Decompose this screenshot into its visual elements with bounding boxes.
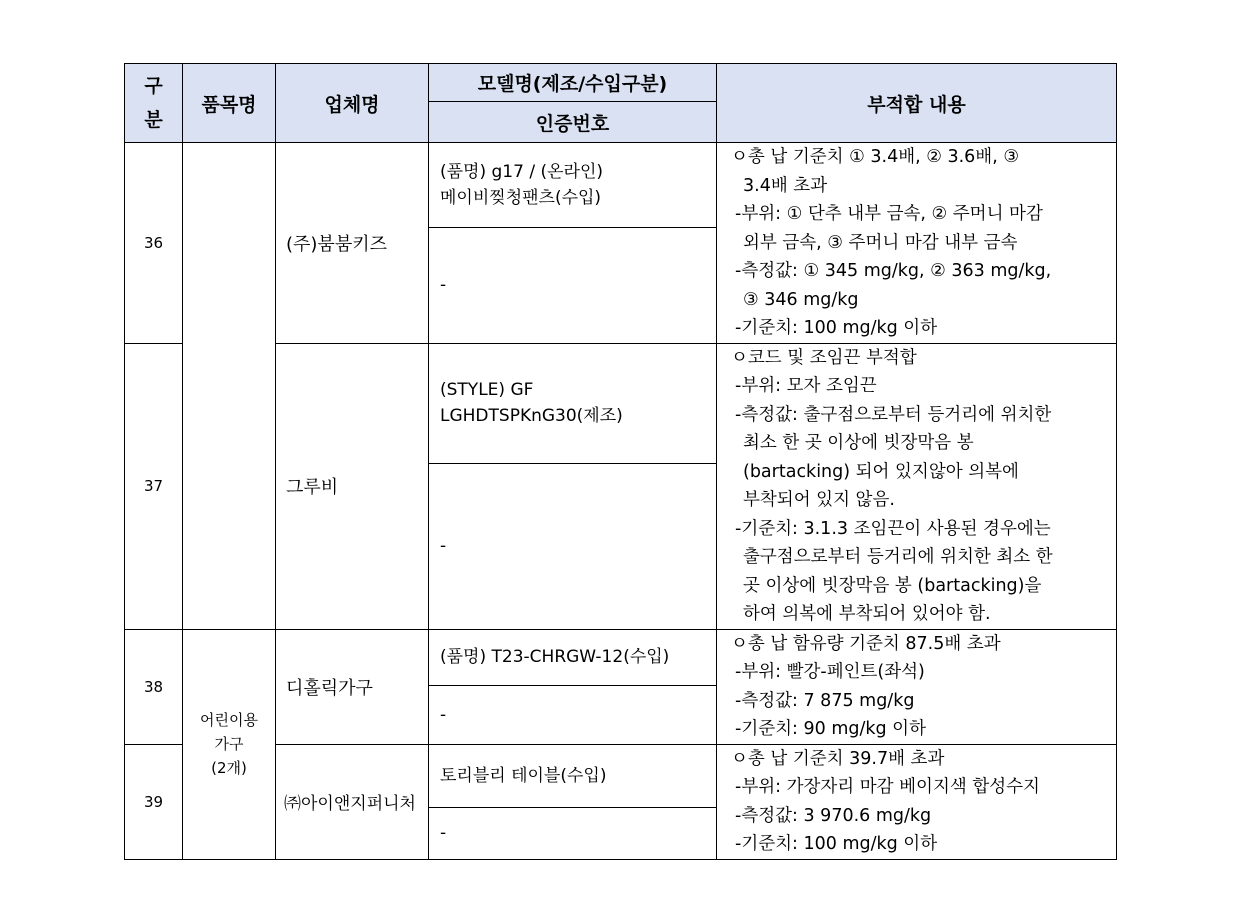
desc-line: -기준치: 100 mg/kg 이하 bbox=[735, 318, 938, 338]
desc-line: -부위: 모자 조임끈 bbox=[735, 376, 877, 396]
category-line: 가구 bbox=[214, 735, 244, 753]
category-cell-empty bbox=[183, 143, 276, 630]
desc-line: 출구점으로부터 등거리에 위치한 최소 한 bbox=[743, 547, 1053, 567]
header-gubun bbox=[125, 64, 183, 143]
desc-line: -부위: ① 단추 내부 금속, ② 주머니 마감 bbox=[735, 204, 1043, 224]
desc-line: 하여 의복에 부착되어 있어야 함. bbox=[743, 604, 991, 624]
desc-line: ㅇ코드 및 조임끈 부적합 bbox=[731, 347, 917, 368]
row-number: 37 bbox=[125, 343, 183, 629]
model-line: (품명) g17 / (온라인) bbox=[440, 162, 604, 183]
row-number: 36 bbox=[125, 143, 183, 344]
nonconformity-content bbox=[717, 629, 1117, 744]
desc-line: -기준치: 3.1.3 조임끈이 사용된 경우에는 bbox=[735, 518, 1051, 539]
model-line: LGHDTSPKnG30(제조) bbox=[440, 406, 623, 427]
table-row bbox=[125, 143, 1117, 228]
desc-line: ㅇ총 납 함유량 기준치 87.5배 초과 bbox=[731, 633, 1001, 654]
model-line: 토리블리 테이블(수입) bbox=[440, 765, 607, 786]
model-name bbox=[429, 744, 717, 807]
row-number: 39 bbox=[125, 744, 183, 859]
company-name: (주)붐붐키즈 bbox=[276, 143, 429, 344]
table-row bbox=[125, 629, 1117, 686]
cert-number: - bbox=[429, 464, 717, 629]
model-line: (STYLE) GF bbox=[440, 380, 534, 401]
desc-line: -측정값: 3 970.6 mg/kg bbox=[735, 805, 932, 826]
desc-line: 3.4배 초과 bbox=[743, 175, 828, 196]
model-line: 메이비찢청팬츠(수입) bbox=[440, 188, 602, 209]
desc-line: -부위: 빨강-페인트(좌석) bbox=[735, 662, 925, 682]
category-label bbox=[183, 629, 276, 859]
desc-line: 외부 금속, ③ 주머니 마감 내부 금속 bbox=[743, 232, 1018, 253]
header-item: 품목명 bbox=[183, 64, 276, 143]
desc-line: ㅇ총 납 기준치 ① 3.4배, ② 3.6배, ③ bbox=[731, 147, 1020, 167]
header-company: 업체명 bbox=[276, 64, 429, 143]
company-name: 디홀릭가구 bbox=[276, 629, 429, 744]
header-content: 부적합 내용 bbox=[717, 64, 1117, 143]
header-gubun-line1: 구 bbox=[144, 75, 163, 97]
desc-line: -기준치: 100 mg/kg 이하 bbox=[735, 834, 938, 854]
category-line: (2개) bbox=[211, 759, 247, 777]
header-cert: 인증번호 bbox=[429, 102, 717, 143]
desc-line: -측정값: 7 875 mg/kg bbox=[735, 690, 915, 711]
desc-line: (bartacking) 되어 있지않아 의복에 bbox=[743, 461, 1019, 482]
desc-line: ㅇ총 납 기준치 39.7배 초과 bbox=[731, 748, 945, 769]
category-line: 어린이용 bbox=[200, 711, 258, 729]
desc-line: ③ 346 mg/kg bbox=[743, 289, 859, 310]
header-model: 모델명(제조/수입구분) bbox=[429, 64, 717, 102]
desc-line: 곳 이상에 빗장막음 봉 (bartacking)을 bbox=[743, 575, 1042, 596]
desc-line: -기준치: 90 mg/kg 이하 bbox=[735, 719, 926, 739]
nonconformity-content bbox=[717, 143, 1117, 344]
desc-line: -부위: 가장자리 마감 베이지색 합성수지 bbox=[735, 777, 1040, 797]
nonconformity-content bbox=[717, 744, 1117, 859]
company-name: 그루비 bbox=[276, 343, 429, 629]
row-number: 38 bbox=[125, 629, 183, 744]
company-name: ㈜아이앤지퍼니처 bbox=[276, 744, 429, 859]
cert-number: - bbox=[429, 807, 717, 859]
desc-line: -측정값: ① 345 mg/kg, ② 363 mg/kg, bbox=[735, 261, 1052, 281]
nonconformity-content bbox=[717, 343, 1117, 629]
desc-line: 부착되어 있지 않음. bbox=[743, 490, 895, 510]
model-name bbox=[429, 629, 717, 686]
model-line: (품명) T23-CHRGW-12(수입) bbox=[440, 647, 670, 668]
desc-line: 최소 한 곳 이상에 빗장막음 봉 bbox=[743, 433, 974, 453]
nonconformity-table bbox=[124, 63, 1117, 860]
model-name bbox=[429, 343, 717, 464]
cert-number: - bbox=[429, 228, 717, 343]
desc-line: -측정값: 출구점으로부터 등거리에 위치한 bbox=[735, 404, 1052, 425]
cert-number: - bbox=[429, 686, 717, 744]
model-name bbox=[429, 143, 717, 228]
header-gubun-line2: 분 bbox=[144, 109, 163, 131]
